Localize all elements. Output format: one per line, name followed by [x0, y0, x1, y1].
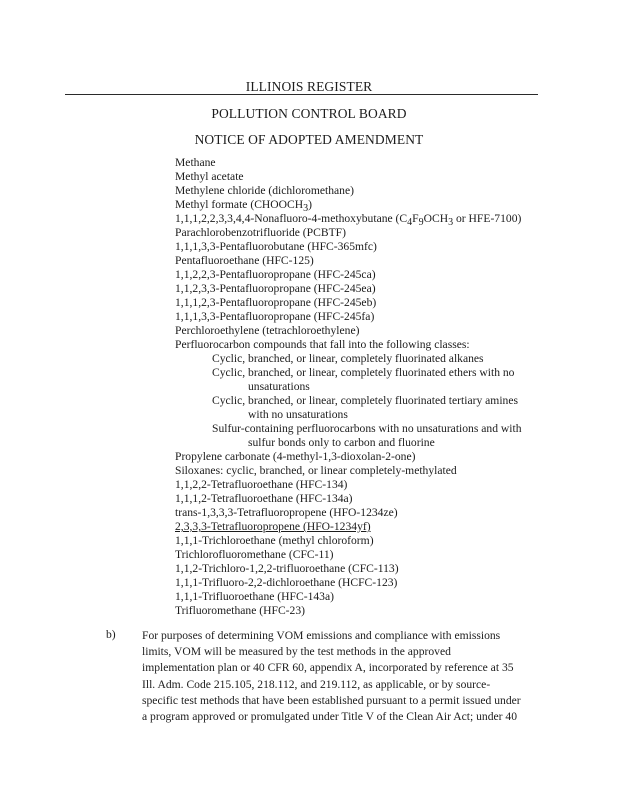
list-item: 1,1,1,3,3-Pentafluoropropane (HFC-245fa) [175, 310, 375, 323]
list-item [175, 198, 313, 214]
paragraph-line: limits, VOM will be measured by the test methods in the approved [142, 645, 451, 659]
formula-part: OCH [423, 212, 449, 225]
list-item: Trifluoromethane (HFC-23) [175, 604, 305, 617]
list-item: 1,1,2,3,3-Pentafluoropropane (HFC-245ea) [175, 282, 376, 295]
list-subitem-continuation: with no unsaturations [248, 408, 348, 421]
notice-title: NOTICE OF ADOPTED AMENDMENT [194, 132, 424, 147]
list-item: 1,1,1,3,3-Pentafluorobutane (HFC-365mfc) [175, 240, 377, 253]
list-item: 1,1,1-Trifluoroethane (HFC-143a) [175, 590, 334, 603]
list-item: 1,1,1-Trifluoro-2,2-dichloroethane (HCFC-123) [175, 576, 398, 589]
list-item: Methyl acetate [175, 170, 244, 183]
nonafluoro-text: 1,1,1,2,2,3,3,4,4-Nonafluoro-4-methoxybutane (C [175, 212, 408, 225]
subscript: 3 [448, 217, 454, 228]
formula-part: or HFE-7100) [453, 212, 522, 225]
list-item: 1,1,2,2-Tetrafluoroethane (HFC-134) [175, 478, 348, 491]
list-subitem-continuation: unsaturations [248, 380, 310, 393]
list-item: Methane [175, 156, 216, 169]
paragraph-b [142, 628, 521, 725]
formula-part: F [412, 212, 419, 225]
subscript: 3 [303, 203, 309, 214]
subscript: 4 [407, 217, 413, 228]
register-title: ILLINOIS REGISTER [245, 79, 373, 94]
subscript: 9 [418, 217, 424, 228]
list-item: Parachlorobenzotrifluoride (PCBTF) [175, 226, 346, 239]
list-item: 1,1,1-Trichloroethane (methyl chloroform) [175, 534, 374, 547]
list-item [175, 212, 522, 228]
paragraph-line: specific test methods that have been established pursuant to a permit issued under [142, 693, 521, 707]
list-subitem: Sulfur-containing perfluorocarbons with no unsaturations and with [212, 422, 522, 435]
list-item: Methylene chloride (dichloromethane) [175, 184, 354, 197]
header-rule-left [65, 94, 153, 95]
list-item: Perchloroethylene (tetrachloroethylene) [175, 324, 360, 337]
paragraph-line: For purposes of determining VOM emissions and compliance with emissions [142, 629, 501, 642]
list-subitem: Cyclic, branched, or linear, completely fluorinated alkanes [212, 352, 484, 365]
list-subitem-continuation: sulfur bonds only to carbon and fluorine [248, 436, 435, 449]
list-item: Siloxanes: cyclic, branched, or linear completely-methylated [175, 464, 457, 477]
formula-close: ) [308, 198, 313, 211]
list-item-added: 2,3,3,3-Tetrafluoropropene (HFO-1234yf) [175, 520, 371, 533]
paragraph-line: a program approved or promulgated under Title V of the Clean Air Act; under 40 [142, 710, 518, 724]
methyl-formate-text: Methyl formate (CHOOCH [175, 198, 304, 211]
list-item: Pentafluoroethane (HFC-125) [175, 254, 314, 267]
list-item: Perfluorocarbon compounds that fall into the following classes: [175, 338, 470, 351]
board-title: POLLUTION CONTROL BOARD [211, 106, 407, 121]
header-rule [153, 94, 538, 95]
list-item: 1,1,2,2,3-Pentafluoropropane (HFC-245ca) [175, 268, 376, 281]
list-item: trans-1,3,3,3-Tetrafluoropropene (HFO-1234ze) [175, 506, 398, 519]
paragraph-line: implementation plan or 40 CFR 60, appendix A, incorporated by reference at 35 [142, 661, 514, 675]
list-item: Trichlorofluoromethane (CFC-11) [175, 548, 334, 561]
paragraph-label: b) [106, 628, 116, 641]
list-item: Propylene carbonate (4-methyl-1,3-dioxolan-2-one) [175, 450, 416, 463]
paragraph-line: Ill. Adm. Code 215.105, 218.112, and 219.112, as applicable, or by source- [142, 677, 491, 691]
list-item: 1,1,1,2,3-Pentafluoropropane (HFC-245eb) [175, 296, 377, 309]
list-item: 1,1,2-Trichloro-1,2,2-trifluoroethane (CFC-113) [175, 562, 399, 575]
list-item: 1,1,1,2-Tetrafluoroethane (HFC-134a) [175, 492, 353, 505]
list-subitem: Cyclic, branched, or linear, completely fluorinated ethers with no [212, 366, 515, 379]
list-subitem: Cyclic, branched, or linear, completely fluorinated tertiary amines [212, 394, 519, 407]
